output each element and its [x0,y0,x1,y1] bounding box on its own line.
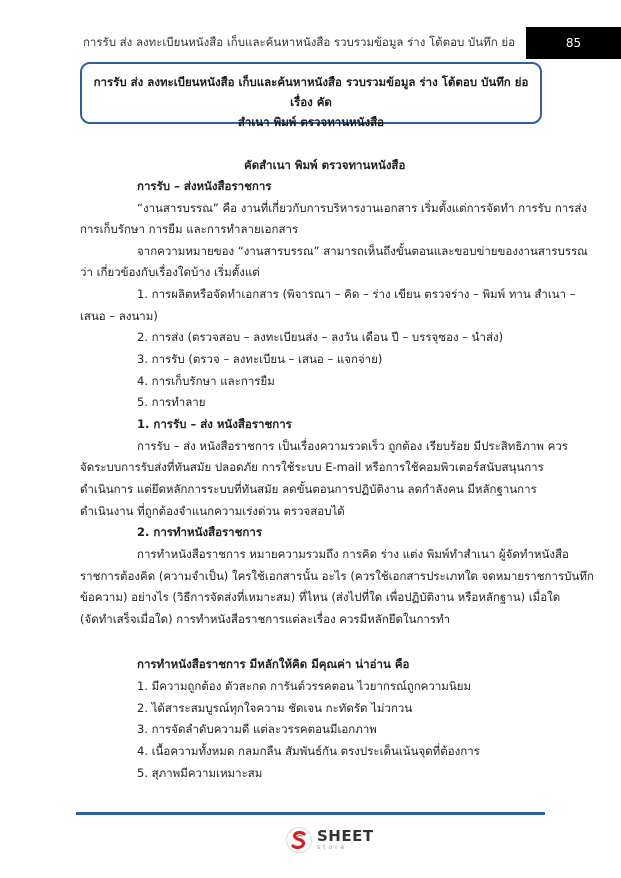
list-item: 3. การจัดลำดับความดี แต่ละวรรคตอนมีเอกภาพ [137,722,377,736]
section-title: 2. การทำหนังสือราชการ [137,525,263,539]
list-item: 4. การเก็บรักษา และการยืม [137,374,275,388]
paragraph-line: จัดระบบการรับส่งที่ทันสมัย ปลอดภัย การใช้ระบบ E-mail หรือการใช้คอมพิวเตอร์สนับสนุนการ [80,460,544,474]
section-title: 1. การรับ – ส่ง หนังสือราชการ [137,417,292,431]
paragraph-line: ดำเนินการ แต่ยึดหลักการระบบที่ทันสมัย ลดขั้นตอนการปฏิบัติงาน ลดกำลังคน มีหลักฐานการ [80,482,537,496]
logo-text [317,829,374,851]
section-heading: คัดสำเนา พิมพ์ ตรวจทานหนังสือ [244,158,406,172]
paragraph-line: การทำหนังสือราชการ หมายความรวมถึง การคิด ร่าง แต่ง พิมพ์ทำสำเนา ผู้จัดทำหนังสือ [137,547,569,561]
sheet-store-logo [286,824,374,856]
list-item: 5. สุภาพมีความเหมาะสม [137,766,263,780]
subsection-heading: การรับ – ส่งหนังสือราชการ [137,179,272,193]
list-item: 5. การทำลาย [137,395,206,409]
list-item: 1. การผลิตหรือจัดทำเอกสาร (พิจารณา – คิด – ร่าง เขียน ตรวจร่าง – พิมพ์ ทาน สำเนา – [137,287,576,301]
page-number: 85 [526,27,621,59]
footer-rule [76,812,545,815]
paragraph-line: ดำเนินงาน ที่ถูกต้องจำแนกความเร่งด่วน ตรวจสอบได้ [80,504,345,518]
chapter-title-box [80,62,542,129]
sheet-store-logo-icon [286,827,312,853]
list-item: 1. มีความถูกต้อง ตัวสะกด การันต์วรรคตอน ไวยากรณ์ถูกความนิยม [137,679,472,693]
page-header [0,0,621,70]
paragraph-line: ราชการต้องคิด (ความจำเป็น) ใครใช้เอกสารนั้น อะไร (ควรใช้เอกสารประเภทใด จดหมายราชการบันทึก [80,569,594,583]
running-title: การรับ ส่ง ลงทะเบียนหนังสือ เก็บและค้นหาหนังสือ รวบรวมข้อมูล ร่าง โต้ตอบ บันทึก ย่อ [82,35,515,49]
chapter-title-line-2: สำเนา พิมพ์ ตรวจทานหนังสือ [237,115,385,129]
logo-word: SHEET [317,827,374,845]
chapter-title-line-1: การรับ ส่ง ลงทะเบียนหนังสือ เก็บและค้นหาหนังสือ รวบรวมข้อมูล ร่าง โต้ตอบ บันทึก ย่อเรื่อง คัด [93,75,529,109]
logo-subtitle: store [317,844,348,851]
list-item: 2. ได้สาระสมบูรณ์ทุกใจความ ชัดเจน กะทัดรัด ไม่วกวน [137,701,413,715]
paragraph-line: ว่า เกี่ยวข้องกับเรื่องใดบ้าง เริ่มตั้งแต่ [80,265,260,279]
paragraph-line: การรับ – ส่ง หนังสือราชการ เป็นเรื่องความรวดเร็ว ถูกต้อง เรียบร้อย มีประสิทธิภาพ ควร [137,439,568,453]
section-title: การทำหนังสือราชการ มีหลักให้คิด มีคุณค่า น่าอ่าน คือ [137,657,410,671]
paragraph-line: การเก็บรักษา การยืม และการทำลายเอกสาร [80,222,299,236]
list-item: 2. การส่ง (ตรวจสอบ – ลงทะเบียนส่ง – ลงวัน เดือน ปี – บรรจุซอง – นำส่ง) [137,330,504,344]
paragraph-line: ข้อความ) อย่างไร (วิธีการจัดส่งที่เหมาะสม) ที่ไหน (ส่งไปที่ใด เพื่อปฏิบัติงาน หรือหลักฐาน) เมื่อใด [80,590,561,604]
paragraph-line: (จัดทำเสร็จเมื่อใด) การทำหนังสือราชการแต่ละเรื่อง ควรมีหลักยึดในการทำ [80,612,451,626]
list-item: 4. เนื้อความทั้งหมด กลมกลืน สัมพันธ์กัน ตรงประเด็นเน้นจุดที่ต้องการ [137,744,480,758]
list-item-continuation: เสนอ – ลงนาม) [80,309,158,323]
paragraph-line: “งานสารบรรณ” คือ งานที่เกี่ยวกับการบริหารงานเอกสาร เริ่มตั้งแต่การจัดทำ การรับ การส่ง [137,201,588,215]
paragraph-line: จากความหมายของ “งานสารบรรณ” สามารถเห็นถึงขั้นตอนและขอบข่ายของงานสารบรรณ [137,244,588,258]
list-item: 3. การรับ (ตรวจ – ลงทะเบียน – เสนอ – แจกจ่าย) [137,352,383,366]
